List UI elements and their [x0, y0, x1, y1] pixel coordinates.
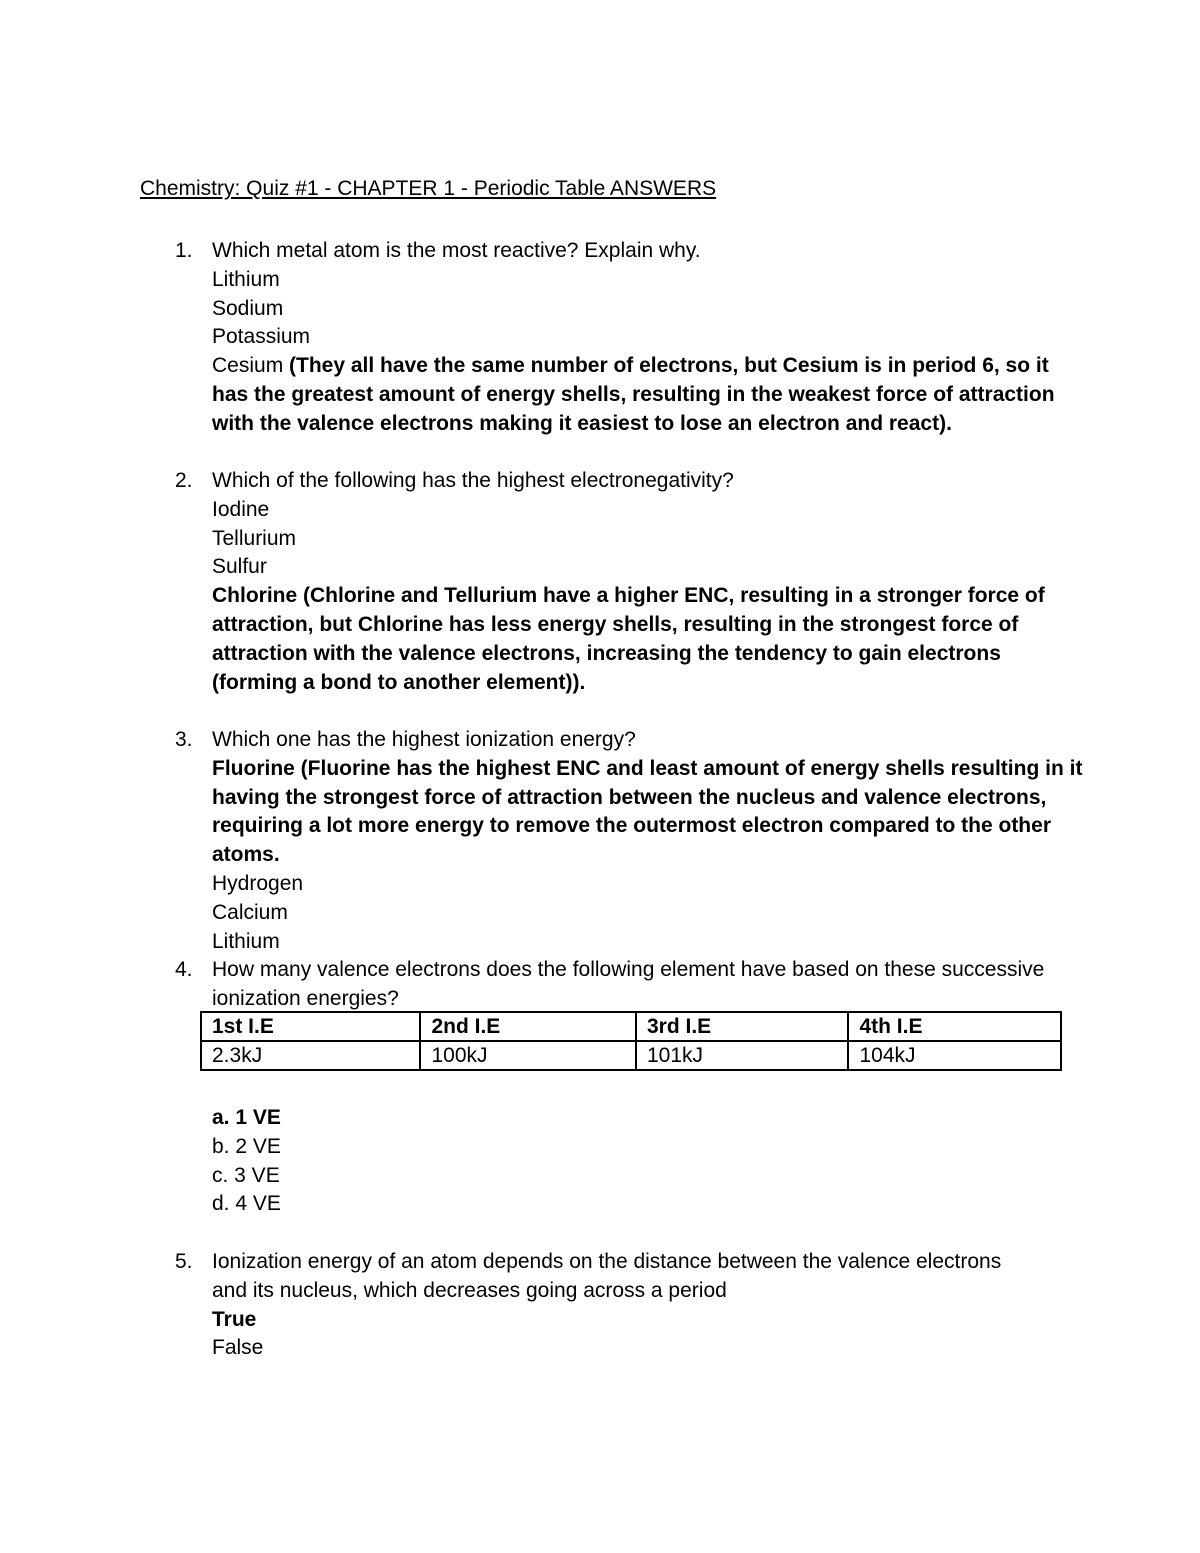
table-row	[201, 1041, 1061, 1070]
answer-explanation: (forming a bond to another element)).	[212, 670, 586, 694]
table-header-row	[201, 1012, 1061, 1041]
answer-explanation: Fluorine (Fluorine has the highest ENC and least amount of energy shells resulting in it	[212, 756, 1083, 780]
question-text: Which metal atom is the most reactive? Explain why.	[212, 239, 701, 262]
option-item: Hydrogen	[212, 871, 304, 895]
answer-choices	[212, 1104, 281, 1219]
question-text: ionization energies?	[212, 986, 399, 1010]
answer-explanation: has the greatest amount of energy shells, resulting in the weakest force of attraction	[212, 382, 1055, 406]
question-5	[140, 1248, 1080, 1363]
question-1	[140, 237, 1080, 439]
option-item: Sulfur	[212, 555, 267, 579]
table-header-cell: 1st I.E	[201, 1012, 420, 1041]
option-item: Lithium	[212, 929, 280, 953]
answer-explanation: with the valence electrons making it easiest to lose an electron and react).	[212, 411, 952, 435]
option-item: Iodine	[212, 497, 270, 521]
answer-explanation: attraction, but Chlorine has less energy shells, resulting in the strongest force of	[212, 612, 1019, 636]
table-header-cell: 3rd I.E	[636, 1012, 849, 1041]
option-item: Potassium	[212, 325, 311, 349]
option-item: Calcium	[212, 900, 288, 924]
answer-choice: True	[212, 1307, 257, 1331]
option-item: Sodium	[212, 296, 284, 320]
option-item: Lithium	[212, 267, 280, 291]
question-2	[140, 467, 1080, 697]
question-number: 2.	[175, 469, 193, 492]
question-number: 3.	[175, 728, 193, 751]
question-text: Which of the following has the highest electronegativity?	[212, 469, 734, 492]
answer-explanation: (They all have the same number of electrons, but Cesium is in period 6, so it	[289, 354, 1049, 378]
table-cell: 100kJ	[420, 1041, 636, 1070]
question-4	[140, 956, 1080, 1014]
answer-explanation: requiring a lot more energy to remove the outermost electron compared to the other	[212, 814, 1051, 838]
choice-item-correct: a. 1 VE	[212, 1106, 281, 1129]
option-item: False	[212, 1336, 264, 1360]
table-header-cell: 4th I.E	[848, 1012, 1061, 1041]
question-text: and its nucleus, which decreases going across a period	[212, 1278, 727, 1302]
answer-line	[212, 352, 1080, 381]
choice-item: c. 3 VE	[212, 1163, 280, 1187]
answer-explanation: atoms.	[212, 843, 280, 867]
question-text: Which one has the highest ionization energy?	[212, 728, 636, 751]
answer-explanation: having the strongest force of attraction between the nucleus and valence electrons,	[212, 785, 1047, 809]
question-number: 1.	[175, 239, 193, 262]
option-item: Tellurium	[212, 526, 297, 550]
page-title: Chemistry: Quiz #1 - CHAPTER 1 - Periodic Table ANSWERS	[140, 177, 717, 200]
question-3	[140, 726, 1083, 956]
table-cell: 104kJ	[848, 1041, 1061, 1070]
ionization-energy-table	[200, 1011, 1062, 1071]
answer-explanation: attraction with the valence electrons, increasing the tendency to gain electrons	[212, 641, 1001, 665]
question-number: 5.	[175, 1250, 193, 1273]
choice-item: b. 2 VE	[212, 1134, 281, 1158]
choice-item: d. 4 VE	[212, 1192, 281, 1216]
table-cell: 101kJ	[636, 1041, 849, 1070]
answer-choice: Cesium	[212, 354, 290, 378]
table-header-cell: 2nd I.E	[420, 1012, 636, 1041]
question-text: How many valence electrons does the following element have based on these successive	[212, 958, 1045, 981]
question-text: Ionization energy of an atom depends on the distance between the valence electrons	[212, 1250, 1002, 1273]
answer-explanation: Chlorine (Chlorine and Tellurium have a higher ENC, resulting in a stronger force of	[212, 584, 1045, 608]
table-cell: 2.3kJ	[201, 1041, 420, 1070]
question-number: 4.	[175, 958, 193, 981]
